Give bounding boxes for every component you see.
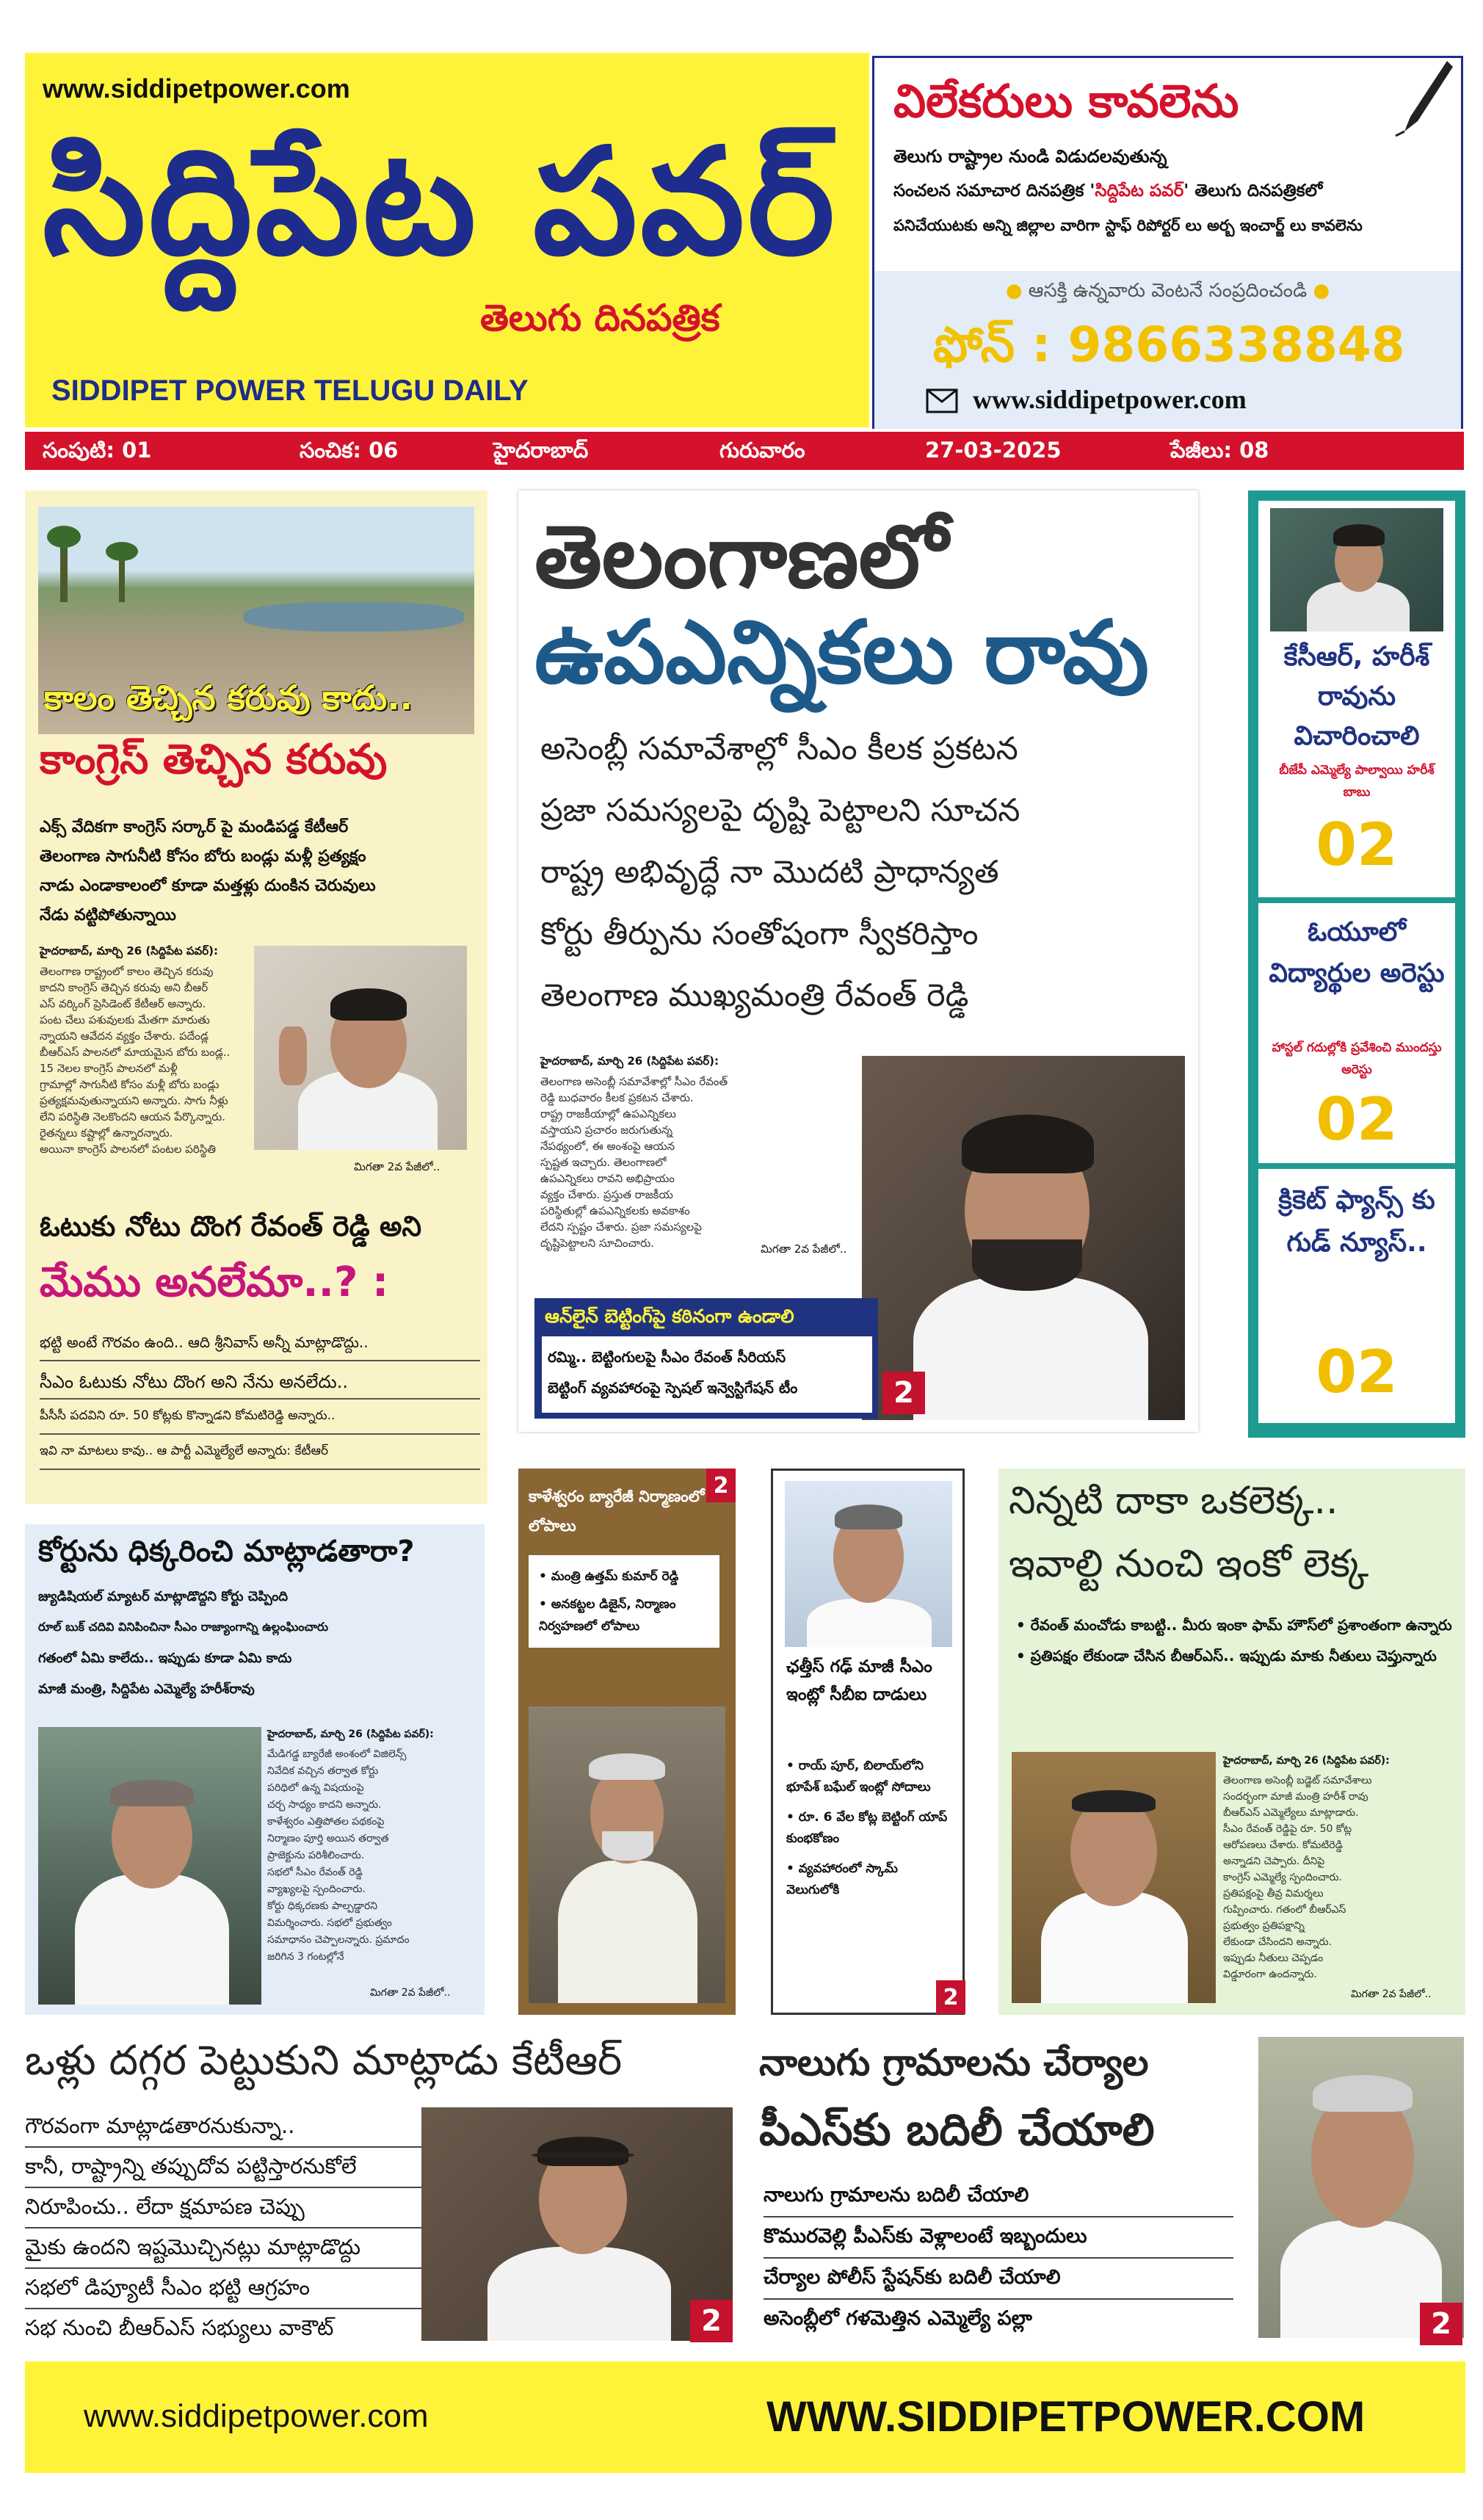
yesterday-headline-2: ఇవాల్టి నుంచి ఇంకో లెక్క [1009,1542,1369,1586]
drought-sub-1: ఎక్స్ వేదికగా కాంగ్రెస్ సర్కార్ పై మండిపడ్డ కేటీఆర్ [40,818,349,836]
masthead-title: సిద్దిపేట పవర్ [43,117,838,288]
betting-box-title: ఆన్‌లైన్ బెట్టింగ్‌పై కఠినంగా ఉండాలి [545,1306,794,1327]
dateline-pages: పేజీలు: 08 [1170,438,1269,463]
drought-headline: కాంగ్రెస్ తెచ్చిన కరువు [40,736,388,783]
cbi-story [771,1469,965,2015]
betting-box-line-2: బెట్టింగ్ వ్యవహారంపై స్పెషల్ ఇన్వెస్టిగేషన్ టీం [548,1379,798,1397]
ad-line-2-post: ' తెలుగు దినపత్రికలో [1183,181,1323,200]
main-headline-1: తెలంగాణలో [534,506,948,607]
dateline-issue: సంచిక: 06 [300,438,399,463]
right-item-1-sub: బీజేపీ ఎమ్మెల్యే పాల్వాయి హరీశ్ బాబు [1279,763,1435,800]
drought-continued: మిగతా 2వ పేజీలో.. [354,1160,440,1173]
yesterday-continued: మిగతా 2వ పేజీలో.. [1351,1988,1432,2000]
dateline-date: 27-03-2025 [925,438,1062,463]
ktr-photo [254,946,467,1150]
right-item-3-title: క్రికెట్ ఫ్యాన్స్ కు గుడ్ న్యూస్.. [1278,1185,1435,1258]
yesterday-body: తెలంగాణ అసెంబ్లీ బడ్జెట్ సమావేశాలు సందర్భంగా మాజీ మంత్రి హరీశ్ రావు బీఆర్ఎస్ ఎమ్మెల్యేలు మాట్లాడారు. సీఎం రేవంత్ రెడ్డిపై రూ. 50 కోట్ల ఆరోపణలు చేశారు. కోమటిరెడ్డి అన్నాడని చెప్పారు. దీనిపై కాంగ్రెస్ ఎమ్మెల్యే స్పందించారు. ప్రతిపక్షంపై తీవ్ర విమర్శలు గుప్పించారు. గతంలో బీఆర్ఎస్ ప్రభుత్వం ప్రతిపక్షాన్ని లేకుండా చేసిందని అన్నారు. ఇప్పుడు నీతులు చెప్పడం విడ్డూరంగా ఉందన్నారు. [1223,1775,1372,1980]
kaleshwaram-bullets: • మంత్రి ఉత్తమ్ కుమార్ రెడ్డి • అనకట్టల డిజైన్, నిర్మాణం నిర్వహణలో లోపాలు [529,1555,719,1648]
drought-sub-2: తెలంగాణ సాగునీటి కోసం బోరు బండ్లు మళ్లీ ప్రత్యక్షం [40,847,366,866]
ad-phone[interactable]: ఫోన్ : 9866338848 [933,316,1405,373]
main-subheads: అసెంబ్లీ సమావేశాల్లో సీఎం కీలక ప్రకటన ప్రజా సమస్యలపై దృష్టి పెట్టాలని సూచన రాష్ట్ర అభివృద్ధే నా మొదటి ప్రాధాన్యత కోర్టు తీర్పును సంతోషంగా స్వీకరిస్తాం తెలంగాణ ముఖ్యమంత్రి రేవంత్ రెడ్డి [540,731,1020,1014]
harish-babu-photo [1270,508,1443,631]
pen-icon [1388,58,1454,139]
bhupesh-baghel-photo [785,1481,952,1647]
cheryal-headline-2: పీఎస్‌కు బదిలీ చేయాలి [759,2104,1155,2156]
vote-headline-1: ఓటుకు నోటు దొంగ రేవంత్ రెడ్డి అని [40,1210,422,1242]
yesterday-bullets: • రేవంత్ మంచోడు కాబట్టి.. మీరు ఇంకా ఫామ్ హౌస్‌లో ప్రశాంతంగా ఉన్నారు • ప్రతిపక్షం లేకుండా చేసిన బీఆర్ఎస్.. ఇప్పుడు మాకు నీతులు చెప్తున్నారు [1016,1612,1457,1668]
right-item-3 [1258,1169,1455,1423]
court-continued: మిగతా 2వ పేజీలో.. [370,1987,451,1999]
court-headline: కోర్టును ధిక్కరించి మాట్లాడతారా? [38,1535,415,1568]
drought-story [25,490,487,1504]
court-story [25,1524,485,2015]
cheryal-headline-1: నాలుగు గ్రామాలను చేర్యాల [759,2041,1149,2084]
right-item-1-page[interactable]: 02 [1316,811,1398,879]
drought-caption: కాలం తెచ్చిన కరువు కాదు.. [44,678,413,717]
yesterday-dateline: హైదరాబాద్, మార్చి 26 (సిద్దిపేట పవర్): [1223,1755,1390,1767]
betting-box-line-1: రమ్మి.. బెట్టింగులపై సీఎం రేవంత్ సీరియస్ [548,1348,786,1366]
cbi-page-ref[interactable]: 2 [936,1980,965,2014]
right-item-1-title: కేసీఆర్, హరీశ్ రావును విచారించాలి [1283,642,1430,751]
harish-rao-photo [38,1727,261,2005]
reporters-wanted-ad [872,56,1463,429]
kaleshwaram-title: కాళేశ్వరం బ్యారేజీ నిర్మాణంలో లోపాలు [529,1488,705,1535]
ad-line-1: తెలుగు రాష్ట్రాల నుండి విడుదలవుతున్న [893,146,1167,167]
right-item-2-title: ఓయూలో విద్యార్థుల అరెస్టు [1269,917,1445,988]
drought-sub-4: నేడు వట్టిపోతున్నాయి [40,906,176,924]
ad-line-2-pre: సంచలన సమాచార దినపత్రిక ' [893,181,1095,200]
court-body: మేడిగడ్డ బ్యారేజీ అంశంలో విజిలెన్స్ నివేదిక వచ్చిన తర్వాత కోర్టు పరిధిలో ఉన్న విషయంపై చర్చ సాధ్యం కాదని అన్నారు. కాళేశ్వరం ఎత్తిపోతల పథకంపై నిర్మాణం పూర్తి అయిన తర్వాత ప్రాజెక్టును పరిశీలించారు. సభలో సీఎం రేవంత్ రెడ్డి వ్యాఖ్యలపై స్పందించారు. కోర్టు ధిక్కరణకు పాల్పడ్డారని విమర్శించారు. సభలో ప్రభుత్వం సమాధానం చెప్పాలన్నారు. ప్రమాదం జరిగిన 3 గంటల్లోనే [267,1748,410,1963]
court-dateline: హైదరాబాద్, మార్చి 26 (సిద్దిపేట పవర్): [267,1728,434,1740]
main-story [518,490,1198,1432]
footer-website-right[interactable]: WWW.SIDDIPETPOWER.COM [766,2393,1366,2441]
bhatti-page-ref[interactable]: 2 [690,2300,733,2342]
right-teal-column [1248,490,1465,1438]
envelope-icon [926,388,958,413]
cheryal-page-ref[interactable]: 2 [1420,2303,1462,2345]
dateline-bar [25,432,1464,470]
masthead-subtitle-telugu: తెలుగు దినపత్రిక [480,297,720,339]
right-item-3-page[interactable]: 02 [1316,1338,1398,1406]
main-dateline: హైదరాబాద్, మార్చి 26 (సిద్దిపేట పవర్): [540,1054,719,1068]
palla-photo [1258,2037,1464,2338]
right-item-2 [1258,903,1455,1163]
main-headline-2: ఉపఎన్నికలు రావు [534,601,1149,703]
main-continued: మిగతా 2వ పేజీలో.. [761,1242,847,1256]
main-body: తెలంగాణ అసెంబ్లీ సమావేశాల్లో సీఎం రేవంత్ రెడ్డి బుధవారం కీలక ప్రకటన చేశారు. రాష్ట్ర రాజకీయాల్లో ఉపఎన్నికలు వస్తాయని ప్రచారం జరుగుతున్న నేపథ్యంలో, ఈ అంశంపై ఆయన స్పష్టత ఇచ్చారు. తెలంగాణలో ఉపఎన్నికలు రావని అభిప్రాయం వ్యక్తం చేశారు. ప్రస్తుత రాజకీయ పరిస్థితుల్లో ఉపఎన్నికలకు అవకాశం లేదని స్పష్టం చేశారు. ప్రజా సమస్యలపై దృష్టిపెట్టాలని సూచించారు. [540,1075,728,1250]
bhatti-story [25,2037,744,2353]
court-lines: జ్యుడిషియల్ మ్యాటర్ మాట్లాడొద్దని కోర్టు చెప్పింది రూల్ బుక్ చదివి వినిపించినా సీఎం రాజ్యాంగాన్ని ఉల్లంఘించారు గతంలో ఏమి కాలేదు.. ఇప్పుడు కూడా ఏమి కాదు మాజీ మంత్రి, సిద్దిపేట ఎమ్మెల్యే హరీశ్‌రావు [38,1589,329,1697]
uttam-photo [529,1706,725,2003]
drought-body: తెలంగాణ రాష్ట్రంలో కాలం తెచ్చిన కరువు కాదని కాంగ్రెస్ తెచ్చిన కరువు అని బీఆర్ ఎస్ వర్కింగ్ ప్రెసిడెంట్ కేటీఆర్ అన్నారు. పంట చేలు పశువులకు మేతగా మారుతు న్నాయని ఆవేదన వ్యక్తం చేశారు. పదేండ్ల బీఆర్ఎస్ పాలనలో మాయమైన బోరు బండ్ల.. 15 నెలల కాంగ్రెస్ పాలనలో మళ్లీ గ్రామాల్లో సాగునీటి కోసం మళ్లీ బోరు బండ్లు ప్రత్యక్షమవుతున్నాయని అన్నారు. సాగు నీళ్లు లేని పరిస్థితి నెలకొందని ఆయన పేర్కొన్నారు. రైతన్నలు కష్టాల్లో ఉన్నారన్నారు. అయినా కాంగ్రెస్ పాలనలో పంటల పరిస్థితి [40,965,231,1156]
footer-website-left[interactable]: www.siddipetpower.com [84,2398,429,2434]
yesterday-headline-1: నిన్నటి దాకా ఒకలెక్క.. [1009,1479,1338,1523]
cheryal-story [759,2037,1465,2353]
cbi-bullets: • రాయ్ పూర్, బిలాయ్‌లోని భూపేశ్ బఘేల్ ఇంట్లో సోదాలు • రూ. 6 వేల కోట్ల బెట్టింగ్ యాప్ కుంభకోణం • వ్యవహారంలో స్కామ్ వెలుగులోకి [786,1756,955,1901]
masthead-website[interactable]: www.siddipetpower.com [43,73,350,104]
bhatti-photo [421,2107,733,2341]
ad-line-2-brand: సిద్దిపేట పవర్ [1095,181,1184,200]
right-item-1 [1258,501,1455,897]
vote-headline-2: మేము అనలేమా..? : [40,1259,389,1306]
drought-dateline: హైదరాబాద్, మార్చి 26 (సిద్దిపేట పవర్): [40,944,218,957]
ad-contact-panel [874,271,1461,429]
yesterday-story [998,1469,1465,2015]
dateline-volume: సంపుటి: 01 [43,438,152,463]
bhatti-headline: ఒళ్లు దగ్గర పెట్టుకుని మాట్లాడు కేటీఆర్ [25,2037,623,2085]
ad-line-2 [893,181,1322,205]
bhatti-lines: గౌరవంగా మాట్లాడతారనుకున్నా.. కానీ, రాష్ట్రాన్ని తప్పుదోవ పట్టిస్తారనుకోలే నిరూపించు.. లేదా క్షమాపణ చెప్పు మైకు ఉందని ఇష్టమొచ్చినట్లు మాట్లాడొద్దు సభలో డిప్యూటీ సీఎం భట్టి ఆగ్రహం సభ నుంచి బీఆర్ఎస్ సభ్యులు వాకౌట్ [25,2107,421,2350]
ad-contact-note: ● ఆసక్తి ఉన్నవారు వెంటనే సంప్రదించండి ● [1005,280,1330,302]
right-item-2-page[interactable]: 02 [1316,1085,1398,1154]
vote-lines: భట్టి అంటే గౌరవం ఉంది.. ఆది శ్రీనివాస్ అన్నీ మాట్లాడొద్దు.. సీఎం ఓటుకు నోటు దొంగ అని నేను అనలేదు.. పీసీసీ పదవిని రూ. 50 కోట్లకు కొన్నాడని కోమటిరెడ్డి అన్నారు.. ఇవి నా మాటలు కావు.. ఆ పార్టీ ఎమ్మెల్యేలే అన్నారు: కేటీఆర్ [40,1326,480,1470]
dateline-city: హైదరాబాద్ [493,438,589,463]
kaleshwaram-story [518,1469,736,2015]
cheryal-lines: నాలుగు గ్రామాలను బదిలీ చేయాలి కొమురవెల్లి పీఎస్‌కు వెళ్లాలంటే ఇబ్బందులు చేర్యాల పోలీస్ స్టేషన్‌కు బదిలీ చేయాలి అసెంబ్లీలో గళమెత్తిన ఎమ్మెల్యే పల్లా [764,2176,1233,2341]
ad-website[interactable]: www.siddipetpower.com [973,385,1247,414]
right-item-2-sub: హాస్టల్ గదుల్లోకి ప్రవేశించి ముందస్తు అరెస్టు [1272,1040,1442,1077]
congress-mla-photo [1012,1752,1216,2003]
masthead-subtitle-english: SIDDIPET POWER TELUGU DAILY [51,374,529,407]
footer-bar [25,2361,1465,2473]
revanth-photo [862,1056,1185,1420]
dateline-day: గురువారం [719,438,805,463]
main-page-ref[interactable]: 2 [882,1372,925,1414]
kaleshwaram-page-ref-top[interactable]: 2 [706,1469,736,1502]
betting-box [534,1298,878,1419]
masthead [25,53,869,427]
drought-sub-3: నాడు ఎండాకాలంలో కూడా మత్తళ్లు దుంకిన చెరువులు [40,877,376,895]
ad-line-3: పనిచేయుటకు అన్ని జిల్లాల వారిగా స్టాఫ్ రిపోర్టర్ లు అర్బ ఇంచార్జ్ లు కావలెను [893,217,1363,234]
cbi-title: ఛత్తీస్ గఢ్ మాజీ సీఎం ఇంట్లో సీబీఐ దాడులు [786,1657,932,1704]
ad-title: విలేకరులు కావలెను [893,74,1239,128]
